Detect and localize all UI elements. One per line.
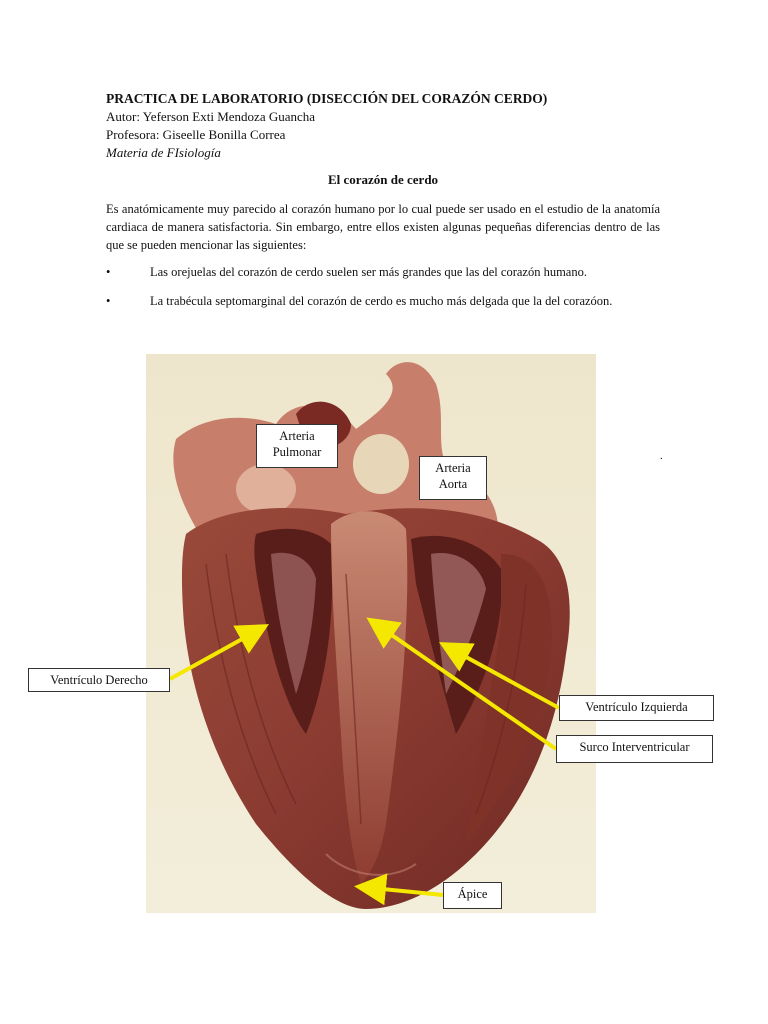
section-title: El corazón de cerdo	[327, 172, 439, 187]
professor-line: Profesora: Giseelle Bonilla Correa	[106, 127, 286, 142]
bullet-text: La trabécula septomarginal del corazón de cerdo es mucho más delgada que la del corazóon.	[150, 294, 613, 308]
stray-mark: .	[660, 450, 663, 462]
document-header	[106, 90, 666, 162]
bullet-mark: •	[106, 265, 111, 279]
document-title: PRACTICA DE LABORATORIO (DISECCIÓN DEL CORAZÓN CERDO)	[106, 91, 548, 106]
label-left-ventricle: Ventrículo Izquierda	[559, 695, 714, 721]
label-right-ventricle: Ventrículo Derecho	[28, 668, 170, 692]
label-aorta: Arteria Aorta	[419, 456, 487, 500]
author-line: Autor: Yeferson Exti Mendoza Guancha	[106, 109, 316, 124]
label-apex: Ápice	[443, 882, 502, 909]
subject-line: Materia de FIsiología	[106, 145, 221, 160]
intro-paragraph: Es anatómicamente muy parecido al corazón humano por lo cual puede ser usado en el estudio de la anatomía cardiaca de manera satisfactoria. Sin embargo, entre ellos existen algunas pequeñas diferencias dentro de las que se pueden mencionar las siguientes:	[106, 202, 660, 252]
label-pulmonary-artery: Arteria Pulmonar	[256, 424, 338, 468]
pig-heart-photo	[146, 354, 596, 913]
label-interventricular-sulcus: Surco Interventricular	[556, 735, 713, 763]
bullet-text: Las orejuelas del corazón de cerdo suelen ser más grandes que las del corazón humano.	[150, 265, 587, 279]
bullet-mark: •	[106, 294, 111, 308]
